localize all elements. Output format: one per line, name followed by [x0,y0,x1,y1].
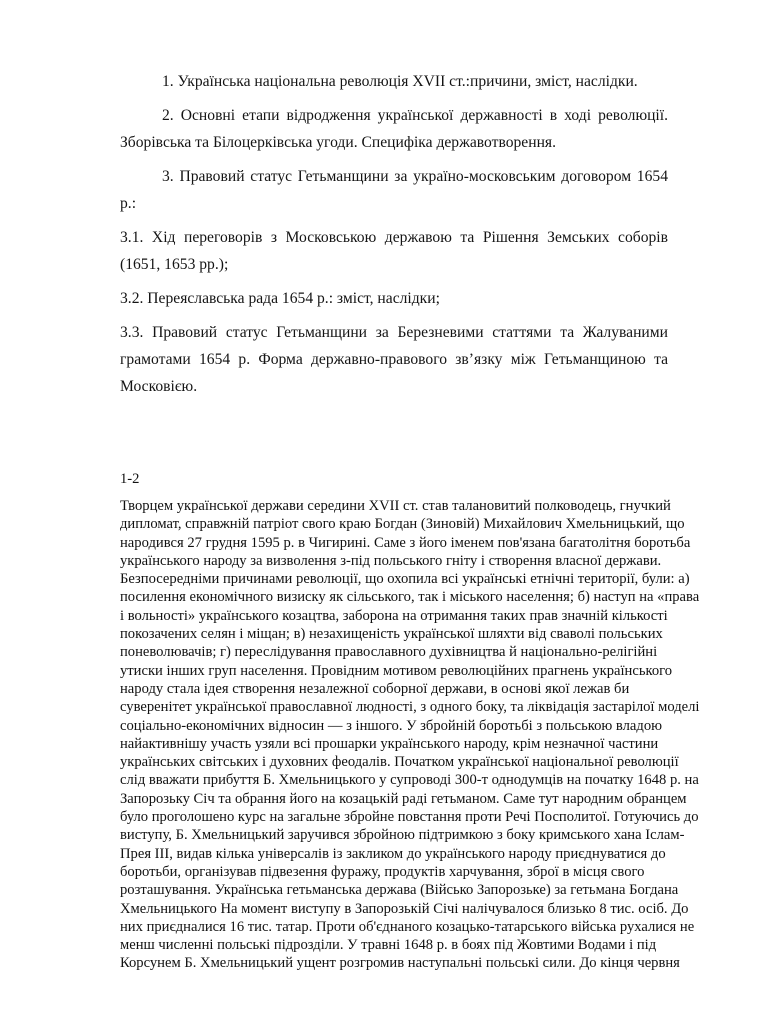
outline-item-3-3: 3.3. Правовий статус Гетьманщини за Березневими статтями та Жалуваними грамотами 1654 р. Форма державно-правового зв’язку між Гетьманщиною та Московією. [120,324,668,395]
outline-item-3: 3. Правовий статус Гетьманщини за україно-московським договором 1654 р.: [120,168,668,212]
outline-item-3-2: 3.2. Переяславська рада 1654 р.: зміст, наслідки; [120,290,440,307]
body-text [120,497,700,973]
outline-item-2: 2. Основні етапи відродження української державності в ході революції. Зборівська та Білоцерківська угоди. Специфіка державотворення. [120,107,668,151]
section-number: 1-2 [120,471,140,487]
body-paragraph: Творцем української держави середини XVII ст. став талановитий полководець, гнучкий дипломат, справжній патріот свого краю Богдан (Зиновій) Михайлович Хмельницький, що народився 27 грудня 1595 р. в Чигирині. Саме з його іменем пов'язана багатолітня боротьба українського народу за визволення з-під польського гніту і створення власної держави. Безпосередніми причинами революції, що охопила всі українські етнічні території, були: а) посилення економічного визиску як сільського, так і міського населення; б) наступ на «права і вольності» українського козацтва, заборона на отримання таких прав значній кількості покозачених селян і міщан; в) незахищеність української шляхти від сваволі польських поневолювачів; г) переслідування православного духівництва й національно-релігійні утиски інших груп населення. Провідним мотивом революційних прагнень українського народу стала ідея створення незалежної соборної держави, в основі якої лежав би суверенітет української православної людності, з одного боку, та ліквідація застарілої моделі соціально-економічних відносин — з іншого. У збройній боротьбі з польською владою найактивнішу участь узяли всі прошарки українського народу, крім незначної частини українських світських і духовних феодалів. Початком української національної революції слід вважати прибуття Б. Хмельницького у супроводі 300-т однодумців на початку 1648 р. на Запорозьку Січ та обрання його на козацькій раді гетьманом. Саме тут народним обранцем було проголошено курс на загальне збройне повстання проти Речі Посполитої. Готуючись до виступу, Б. Хмельницький заручився збройною підтримкою з боку кримського хана Іслам-Прея III, видав кілька універсалів із закликом до українського народу приєднуватися до боротьби, організував підвезення фуражу, продуктів харчування, зброї в місця свого розташування. Українська гетьманська держава (Військо Запорозьке) за гетьмана Богдана Хмельницького На момент виступу в Запорозькій Січі налічувалося близько 8 тис. осіб. До них приєдналися 16 тис. татар. Проти об'єднаного козацько-татарського війська рухалися не менш численні польські підрозділи. У травні 1648 р. в боях під Жовтими Водами і під Корсунем Б. Хмельницький ущент розгромив наступальні польські сили. До кінця червня [120,498,700,972]
outline-item-3-1: 3.1. Хід переговорів з Московською державою та Рішення Земських соборів (1651, 1653 рр.); [120,229,668,273]
outline-list [120,68,668,400]
outline-item-1: 1. Українська національна революція XVII ст.:причини, зміст, наслідки. [162,73,638,90]
